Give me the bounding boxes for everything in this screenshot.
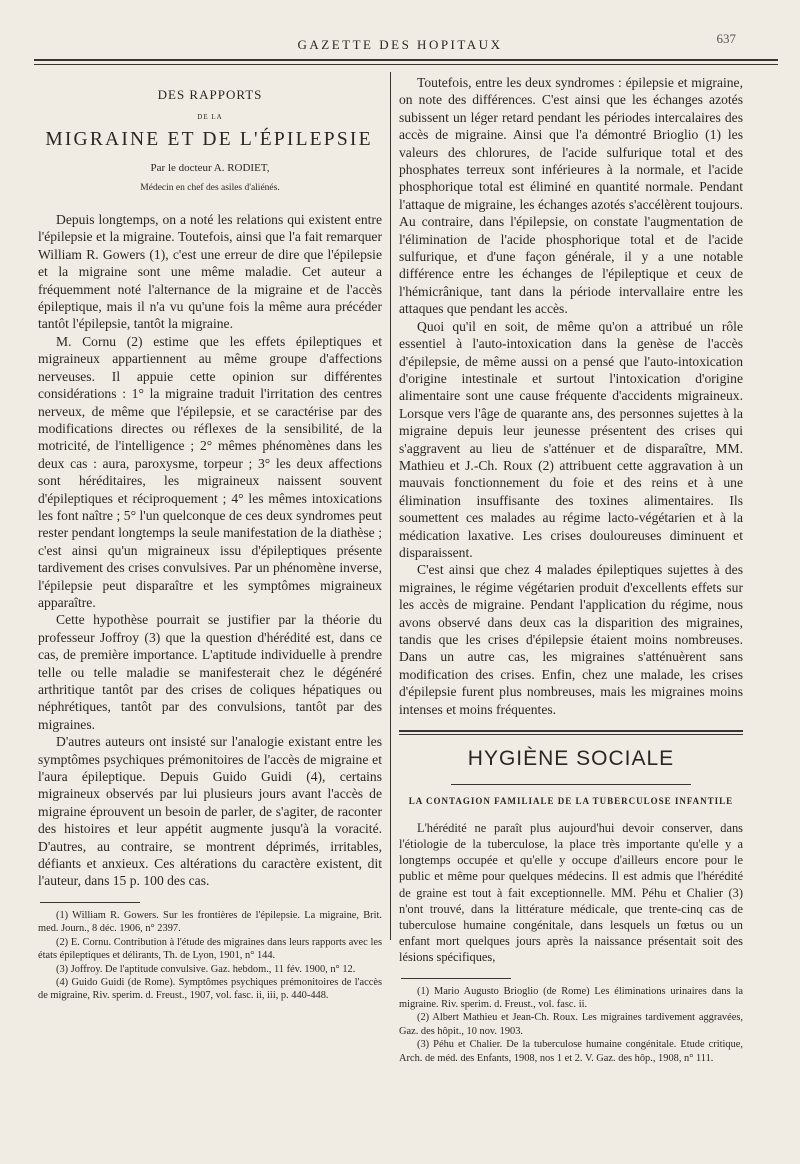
footnote: (3) Joffroy. De l'aptitude convulsive. Gaz. hebdom., 11 fév. 1900, n° 12. [56, 963, 356, 975]
hygiene-body [399, 820, 743, 966]
article-author: Par le docteur A. RODIET, [150, 162, 270, 175]
section-rule-thin [399, 734, 743, 735]
article-title: MIGRAINE ET DE L'ÉPILEPSIE [45, 128, 373, 150]
footnote: (4) Guido Guidi (de Rome). Symptômes psychiques prémonitoires de l'accès de migraine, Riv. sperim. d. Freust., 1907, vol. fasc. ii, iii, p. 440-448. [38, 976, 382, 1002]
page-number: 637 [716, 31, 736, 46]
body-paragraph: Cette hypothèse pourrait se justifier par la théorie du professeur Joffroy (3) que la question d'hérédité est, dans ce cas, de première importance. L'aptitude individuelle à prendre telle ou telle maladie se manifesterait chez le dégénéré arthritique tantôt par des crises de coliques hépatiques ou néphrétiques, tantôt par des convulsions, tantôt par des migraines. [38, 612, 382, 732]
footnote: (1) Mario Augusto Brioglio (de Rome) Les éliminations urinaires dans la migraine. Riv. sperim. d. Freust., vol. fasc. ii. [399, 985, 743, 1010]
body-paragraph: M. Cornu (2) estime que les effets épileptiques et migraineux appartiennent au même groupe d'affections nerveuses. Il appuie cette opinion sur différentes considérations : 1° la migraine traduit l'irritation des centres nerveux, de même que l'épilepsie, et se caractérise par des modifications directes ou réflexes de la sensibilité, de la motricité, de l'intelligence ; 2° mêmes phénomènes dans les deux cas : aura, paroxysme, torpeur ; 3° les deux affections sont héréditaires, les migraineux naissent souvent d'épileptiques et réciproquement ; 4° les mêmes intoxications les font naître ; 5° l'un quelconque de ces deux syndromes peut rester pendant longtemps la seule manifestation de la diathèse ; c'est ainsi qu'un migraineux issu d'épileptiques présente tardivement des crises convulsives. Par un phénomène inverse, l'épilepsie peut disparaître et les symptômes migraineux apparaître. [38, 333, 382, 610]
body-paragraph: D'autres auteurs ont insisté sur l'analogie existant entre les symptômes psychiques prémonitoires de l'accès de migraine et l'aura épileptique. Depuis Guido Guidi (4), certains migraineux observés par lui plusieurs jours avant l'accès de migraine éprouvent un besoin de parler, de s'agiter, de raconter des histoires et leur appétit augmente jusqu'à la voracité. D'autres, au contraire, se montrent déprimés, irritables, défiants et anxieux. Ces altérations du caractère existent, dit l'auteur, dans 15 p. 100 des cas. [38, 734, 382, 889]
article-de-la: DE LA [197, 113, 223, 122]
header-rule-thin [34, 64, 778, 65]
section-rule-thick [399, 730, 743, 732]
footnote: (3) Péhu et Chalier. De la tuberculose humaine congénitale. Etude critique, Arch. de méd. des Enfants, 1908, nos 1 et 2. V. Gaz. des hôp., 1908, n° 111. [399, 1039, 743, 1064]
footnote-rule [40, 902, 140, 903]
body-paragraph: C'est ainsi que chez 4 malades épileptiques sujettes à des migraines, le régime végétarien produit d'excellents effets sur les accès de migraine. Pendant l'application du régime, nous avons observé dans deux cas la disparition des migraines, tandis que les crises d'épilepsie étaient moins nombreuses. Dans un autre cas, les migraines s'atténuèrent sans modification des crises. Enfin, chez une malade, les crises d'épilepsie furent plus nombreuses, mais les migraines moins intenses et moins fréquentes. [399, 562, 743, 717]
footnote: (2) Albert Mathieu et Jean-Ch. Roux. Les migraines tardivement aggravées, Gaz. des hôpit., 10 nov. 1903. [399, 1012, 743, 1037]
footnote: (2) E. Cornu. Contribution à l'étude des migraines dans leurs rapports avec les états épileptiques et délirants, Th. de Lyon, 1901, n° 144. [38, 936, 382, 962]
section-subtitle: LA CONTAGION FAMILIALE DE LA TUBERCULOSE INFANTILE [408, 795, 734, 806]
subtitle-rule [451, 784, 691, 785]
header-rule-thick [34, 59, 778, 61]
right-column [399, 74, 743, 1065]
body-paragraph: Toutefois, entre les deux syndromes : épilepsie et migraine, on note des différences. C'est ainsi que les échanges azotés subissent un léger retard pendant les périodes intercalaires des accès de migraine. Ainsi que l'a démontré Brioglio (1) les valeurs des chlorures, de l'acide sulfurique total et des phosphates terreux sont inférieures à la normale, et l'acide phosphorique total est éliminé en quantité normale. Pendant l'attaque de migraine, les échanges azotés s'accélèrent toujours. Au contraire, dans l'épilepsie, on constate l'augmentation de l'élimination de l'acide phosphorique total et de l'acide sulfurique, et d'une façon générale, il y a une notable différence entre les échanges de l'épileptique et ceux de l'hémicrânique, tant dans la période intervallaire entre les attaques que pendant les accès. [399, 75, 743, 317]
running-header: GAZETTE DES HOPITAUX [297, 37, 503, 52]
footnote: (1) William R. Gowers. Sur les frontières de l'épilepsie. La migraine, Brit. med. Journ., 8 déc. 1906, n° 2397. [38, 909, 382, 935]
body-paragraph: Quoi qu'il en soit, de même qu'on a attribué un rôle essentiel à l'auto-intoxication dans la genèse de l'accès d'épilepsie, de même aussi on a pensé que l'auto-intoxication d'origine intestinale et surtout l'intoxication d'origine alimentaire sont une cause fréquente d'accidents migraineux. Lorsque vers l'âge de quarante ans, des personnes sujettes à la migraine depuis leur jeunesse présentent des crises qui s'aggravent au lieu de s'atténuer et de disparaître, MM. Mathieu et J.-Ch. Roux (2) attribuent cette aggravation à un mauvais fonctionnement du foie et des reins et à une élimination insuffisante des toxines alimentaires. Ils soumettent ces malades au régime lacto-végétarien et à la médication laxative. Les crises douloureuses diminuent et disparaissent. [399, 318, 743, 560]
column-divider [390, 72, 391, 940]
body-paragraph: Depuis longtemps, on a noté les relations qui existent entre l'épilepsie et la migraine. Toutefois, ainsi que l'a fait remarquer William R. Gowers (1), c'est une erreur de dire que l'épilepsie et la migraine sont une même maladie. Cet auteur a fréquemment noté l'alternance de la migraine et de l'accès épileptique, mais il n'a vu qu'une fois la même aura précéder tantôt l'épilepsie, tantôt la migraine. [38, 212, 382, 332]
body-paragraph: L'hérédité ne paraît plus aujourd'hui devoir conserver, dans l'étiologie de la tuberculose, la place très importante qu'elle y a longtemps occupée et qu'elle y occupe d'ailleurs encore pour le public et même pour quelques médecins. Il est admis que l'hérédité de graine est tout à fait exceptionnelle. MM. Péhu et Chalier (3) n'ont trouvé, dans la littérature médicale, que trente-cinq cas de tuberculose humaine congénitale, dans lesquels un fœtus ou un enfant mort quelques jours après la naissance présentait soit des lésions spécifiques, [399, 820, 743, 965]
footnote-rule [401, 978, 511, 979]
article-overtitle: DES RAPPORTS [157, 87, 263, 102]
article-affiliation: Médecin en chef des asiles d'aliénés. [140, 182, 280, 193]
left-column [38, 76, 382, 1003]
section-title: HYGIÈNE SOCIALE [467, 747, 675, 771]
